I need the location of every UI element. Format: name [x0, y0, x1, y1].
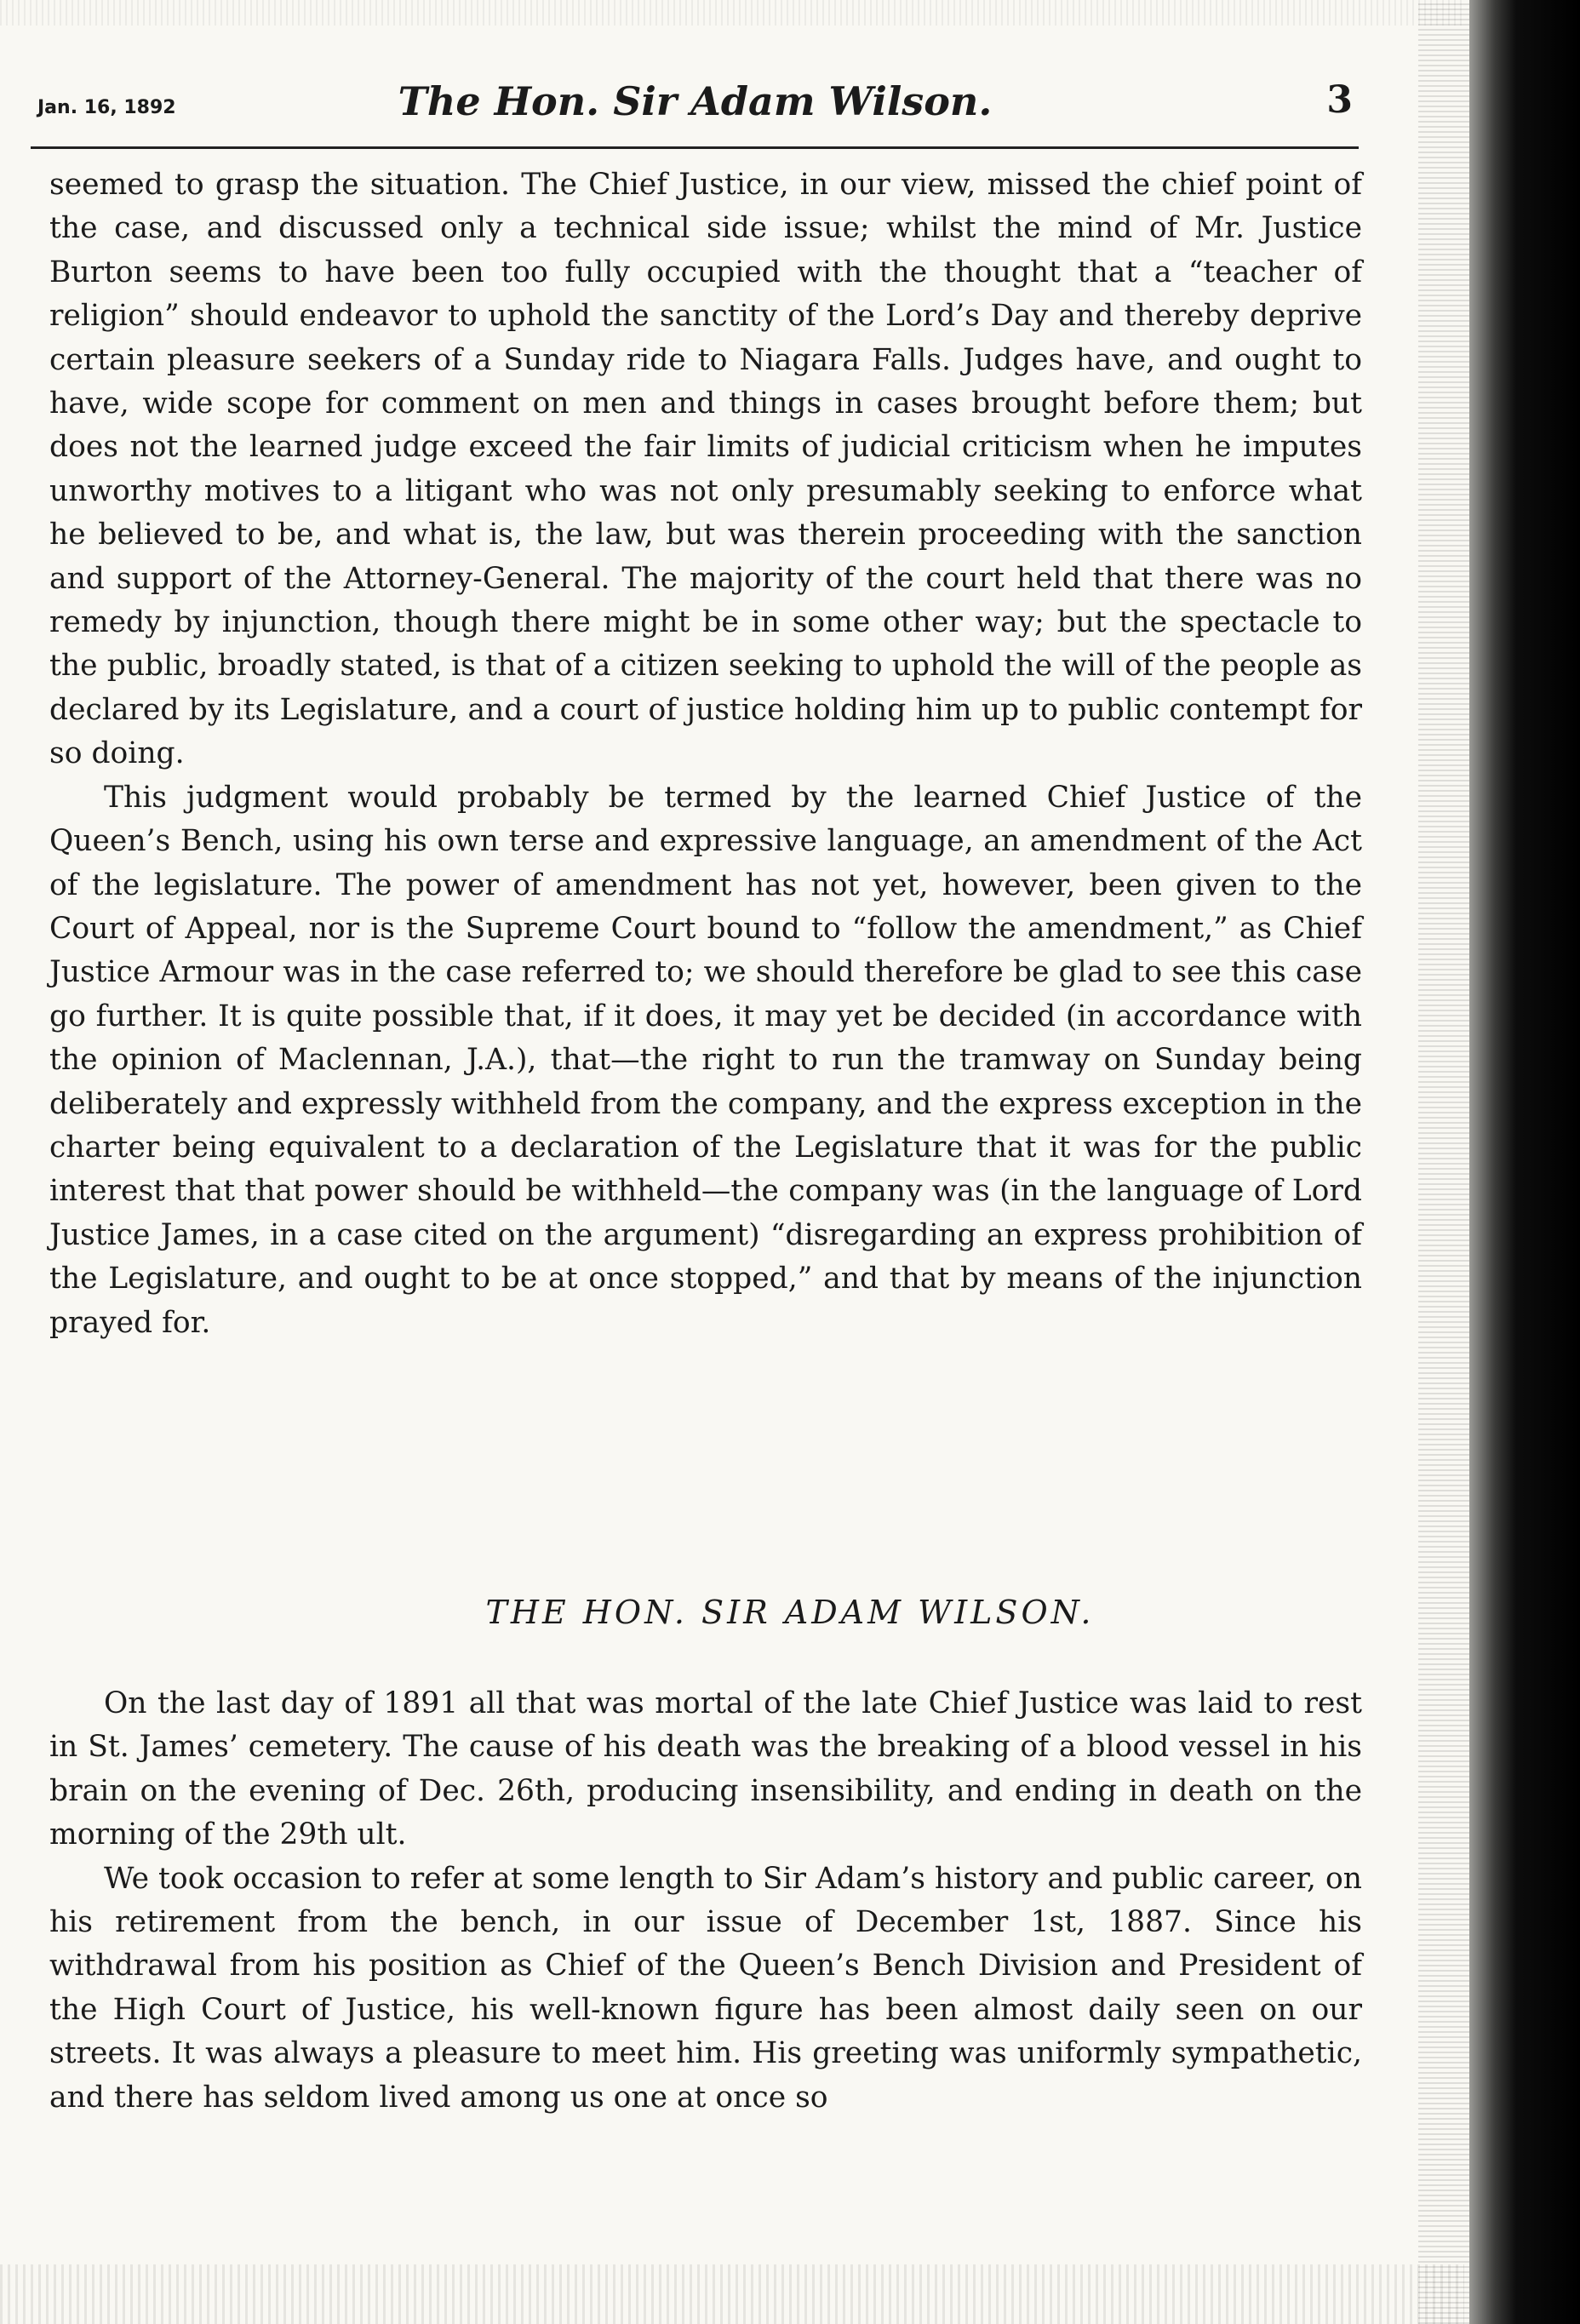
- scan-dark-edge: [1469, 0, 1580, 2324]
- scan-edge-speckle: [1418, 0, 1469, 2324]
- issue-date: Jan. 16, 1892: [37, 97, 176, 118]
- section-heading: THE HON. SIR ADAM WILSON.: [485, 1594, 1095, 1631]
- paragraph: On the last day of 1891 all that was mortal of the late Chief Justice was laid to rest in St. James’ cemetery. The cause of his death was the breaking of a blood vessel in his brain on the evening of Dec. 26th, producing insensibility, and ending in death on the morning of the 29th ult.: [49, 1686, 1362, 1852]
- scan-noise-top: [0, 0, 1464, 26]
- header-rule: [31, 146, 1359, 149]
- paragraph: seemed to grasp the situation. The Chief Justice, in our view, missed the chief point of the case, and discussed only a technical side issue; whilst the mind of Mr. Justice Burton seems to have been too fully occupied with the thought that a “teacher of religion” should endeavor to uphold the sanctity of the Lord’s Day and thereby deprive certain pleasure seekers of a Sunday ride to Niagara Falls. Judges have, and ought to have, wide scope for comment on men and things in cases brought before them; but does not the learned judge exceed the fair limits of judicial criticism when he imputes unworthy motives to a litigant who was not only presumably seeking to enforce what he believed to be, and what is, the law, but was therein proceeding with the sanction and support of the Attorney-General. The majority of the court held that there was no remedy by injunction, though there might be in some other way; but the spectacle to the public, broadly stated, is that of a citizen seeking to uphold the will of the people as declared by its Legislature, and a court of justice holding him up to public contempt for so doing.: [49, 168, 1362, 771]
- page-number: 3: [1326, 78, 1353, 122]
- paragraph: This judgment would probably be termed by the learned Chief Justice of the Queen’s Bench, using his own terse and expressive language, an amendment of the Act of the legislature. The power of amendment has not yet, however, been given to the Court of Appeal, nor is the Supreme Court bound to “follow the amendment,” as Chief Justice Armour was in the case referred to; we should therefore be glad to see this case go further. It is quite possible that, if it does, it may yet be decided (in accordance with the opinion of Maclennan, J.A.), that—the right to run the tramway on Sunday being deliberately and expressly withheld from the company, and the express exception in the charter being equivalent to a declaration of the Legislature that it was for the public interest that that power should be withheld—the company was (in the language of Lord Justice James, in a case cited on the argument) “disregarding an express prohibition of the Legislature, and ought to be at once stopped,” and that by means of the injunction prayed for.: [49, 780, 1362, 1340]
- running-title: The Hon. Sir Adam Wilson.: [398, 78, 993, 124]
- paragraph: We took occasion to refer at some length to Sir Adam’s history and public career, on his retirement from the bench, in our issue of December 1st, 1887. Since his withdrawal from his position as Chief of the Queen’s Bench Division and President of the High Court of Justice, his well-known figure has been almost daily seen on our streets. It was always a pleasure to meet him. His greeting was uniformly sympathetic, and there has seldom lived among us one at once so: [49, 1861, 1362, 2115]
- running-head: [37, 75, 1353, 135]
- obituary-text: [49, 1682, 1362, 2120]
- article-continued: [49, 163, 1362, 1345]
- scan-noise-bottom: [0, 2264, 1464, 2324]
